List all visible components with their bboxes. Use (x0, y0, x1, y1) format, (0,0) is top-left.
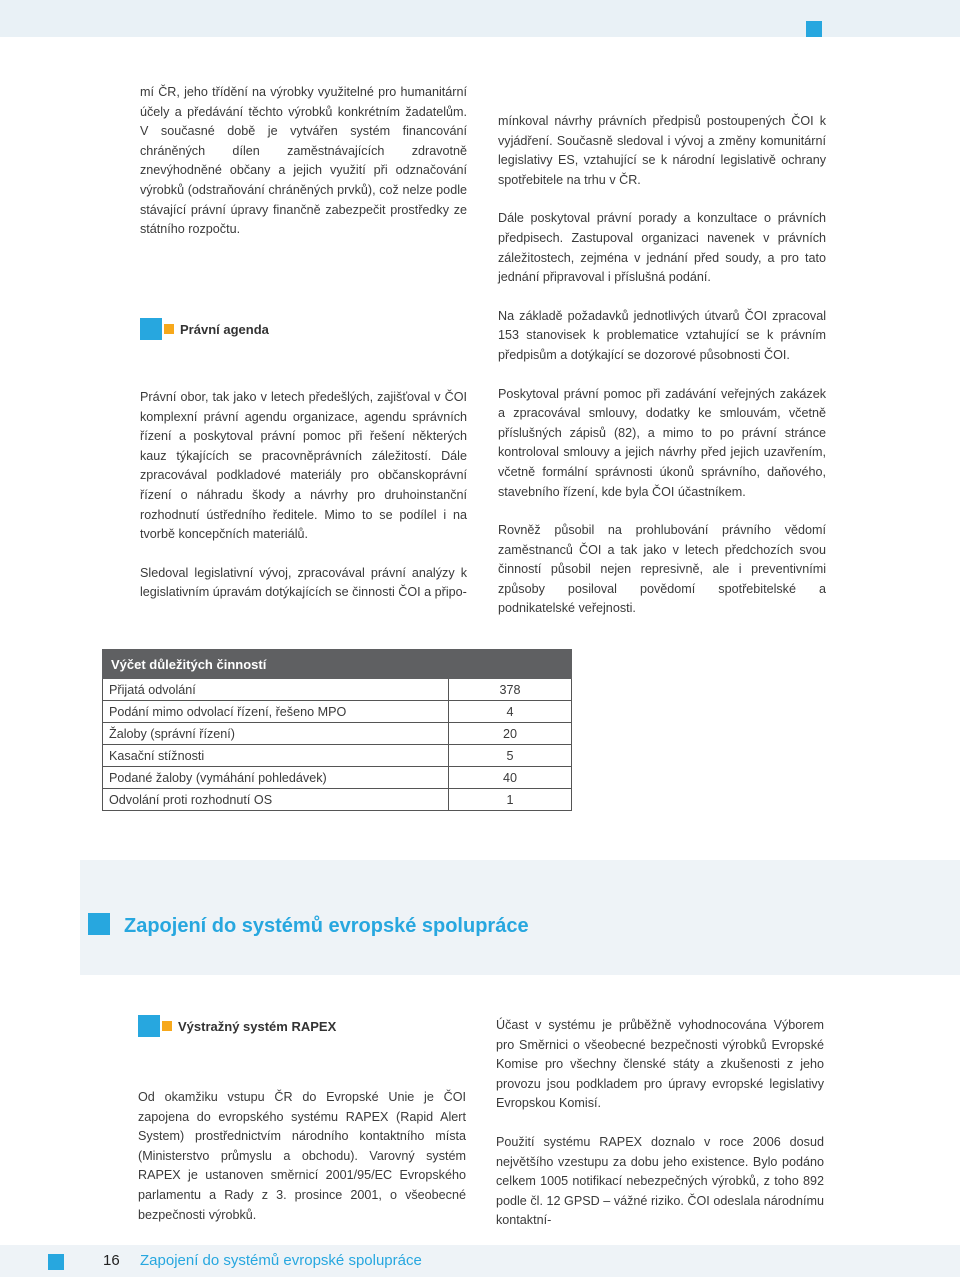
row-label: Odvolání proti rozhodnutí OS (103, 789, 449, 811)
blue-square-icon (88, 913, 110, 935)
table-row (103, 723, 572, 745)
paragraph: Rovněž působil na prohlubování právního vědomí zaměstnanců ČOI a tak jako v letech předchozích svou činností působil nejen represivně, ale i preventivními způsoby posiloval povědomí spotřebitelské a podnikatelské veřejnosti. (498, 523, 826, 616)
orange-square-icon (162, 1021, 172, 1031)
table-title: Výčet důležitých činností (103, 650, 572, 679)
blue-square-icon (48, 1254, 64, 1270)
row-label: Podání mimo odvolací řízení, řešeno MPO (103, 701, 449, 723)
table-row (103, 745, 572, 767)
row-label: Kasační stížnosti (103, 745, 449, 767)
accent-square-icon (806, 21, 822, 37)
section-title: Zapojení do systémů evropské spolupráce (124, 915, 529, 937)
row-value: 378 (449, 679, 572, 701)
page-number: 16 (103, 1252, 120, 1269)
paragraph: mínkoval návrhy právních předpisů postoupených ČOI k vyjádření. Současně sledoval i vývoj a změny komunitární legislativy ES, vztahující se k národní legislativě ochrany spotřebitele na trhu v ČR. (498, 114, 826, 187)
row-value: 5 (449, 745, 572, 767)
row-label: Podané žaloby (vymáhání pohledávek) (103, 767, 449, 789)
paragraph: mí ČR, jeho třídění na výrobky využitelné pro humanitární účely a předávání těchto výrobků konkrétním žadatelům. V současné době je vytvářen systém financování chráněných dílen zaměstnávajících zdravotně znevýhodněné občany a jejich využití při odznačování výrobků (odstraňování chráněných prvků), což nelze podle stávající právní úpravy finančně zabezpečit prostředky ze státního rozpočtu. (140, 85, 467, 237)
body-text-col1-top (140, 83, 467, 240)
footer-title: Zapojení do systémů evropské spolupráce (140, 1252, 422, 1269)
body-text-rapex-col1 (138, 1088, 466, 1225)
section-heading-pravni-agenda (140, 318, 269, 340)
row-value: 1 (449, 789, 572, 811)
table-row (103, 767, 572, 789)
row-label: Žaloby (správní řízení) (103, 723, 449, 745)
heading-text: Právní agenda (180, 321, 269, 337)
page-footer (0, 1245, 960, 1277)
paragraph: Na základě požadavků jednotlivých útvarů ČOI zpracoval 153 stanovisek k problematice vztahující se k právním předpisům a dotýkající se dozorové působnosti ČOI. (498, 308, 826, 362)
activities-table (102, 649, 572, 811)
row-value: 4 (449, 701, 572, 723)
paragraph: Účast v systému je průběžně vyhodnocována Výborem pro Směrnici o všeobecné bezpečnosti výrobků Evropské Komise pro všechny členské státy a zkušenosti z jeho provozu jsou podkladem pro úpravy evropské legislativy Evropskou Komisí. (496, 1018, 824, 1111)
heading-text: Výstražný systém RAPEX (178, 1018, 337, 1034)
paragraph: Od okamžiku vstupu ČR do Evropské Unie je ČOI zapojena do evropského systému RAPEX (Rapid Alert System) prostřednictvím národního kontaktního místa (Ministerstvo průmyslu a obchodu). Varovný systém RAPEX je ustanoven směrnicí 2001/95/EC Evropského parlamentu a Rady z 3. prosince 2001, o všeobecné bezpečnosti výrobků. (138, 1090, 466, 1222)
body-text-col1-main (140, 388, 467, 603)
table-row (103, 679, 572, 701)
top-header-strip (0, 0, 960, 37)
paragraph: Poskytoval právní pomoc při zadávání veřejných zakázek a zpracovával smlouvy, dodatky ke smlouvám, včetně příslušných zápisů (82), a mimo to po právní stránce kontroloval smlouvy a jejich návrhy před jejich uzavřením, včetně formální správnosti úkonů správního, daňového, stavebního řízení, kde byla ČOI účastníkem. (498, 386, 826, 499)
blue-square-icon (138, 1015, 160, 1037)
orange-square-icon (164, 324, 174, 334)
row-value: 20 (449, 723, 572, 745)
paragraph: Sledoval legislativní vývoj, zpracovával právní analýzy k legislativním úpravám dotýkajících se činnosti ČOI a připo- (140, 565, 467, 600)
section-heading-rapex (138, 1015, 336, 1037)
body-text-rapex-col2 (496, 1016, 824, 1231)
table-row (103, 789, 572, 811)
row-label: Přijatá odvolání (103, 679, 449, 701)
blue-square-icon (140, 318, 162, 340)
table-row (103, 701, 572, 723)
body-text-col2 (498, 112, 826, 619)
paragraph: Použití systému RAPEX doznalo v roce 2006 dosud největšího vzestupu za dobu jeho existence. Bylo podáno celkem 1005 notifikací nebezpečných výrobků, z toho 892 podle čl. 12 GPSD – vážné riziko. ČOI odeslala národnímu kontaktní- (496, 1134, 824, 1228)
paragraph: Dále poskytoval právní porady a konzultace o právních předpisech. Zastupoval organizaci navenek v právních záležitostech, zejména v jednání před soudy, a pro tato jednání připravoval i příslušná podání. (498, 211, 826, 285)
row-value: 40 (449, 767, 572, 789)
paragraph: Právní obor, tak jako v letech předešlých, zajišťoval v ČOI komplexní právní agendu organizace, agendu správních řízení a poskytoval právní pomoc při řešení některých kauz týkajících se pracovněprávních záležitostí. Dále zpracovával podkladové materiály pro občanskoprávní řízení o náhradu škody a návrhy pro druhoinstanční rozhodnutí ústředního ředitele. Mimo to se podílel i na tvorbě koncepčních materiálů. (140, 390, 467, 542)
